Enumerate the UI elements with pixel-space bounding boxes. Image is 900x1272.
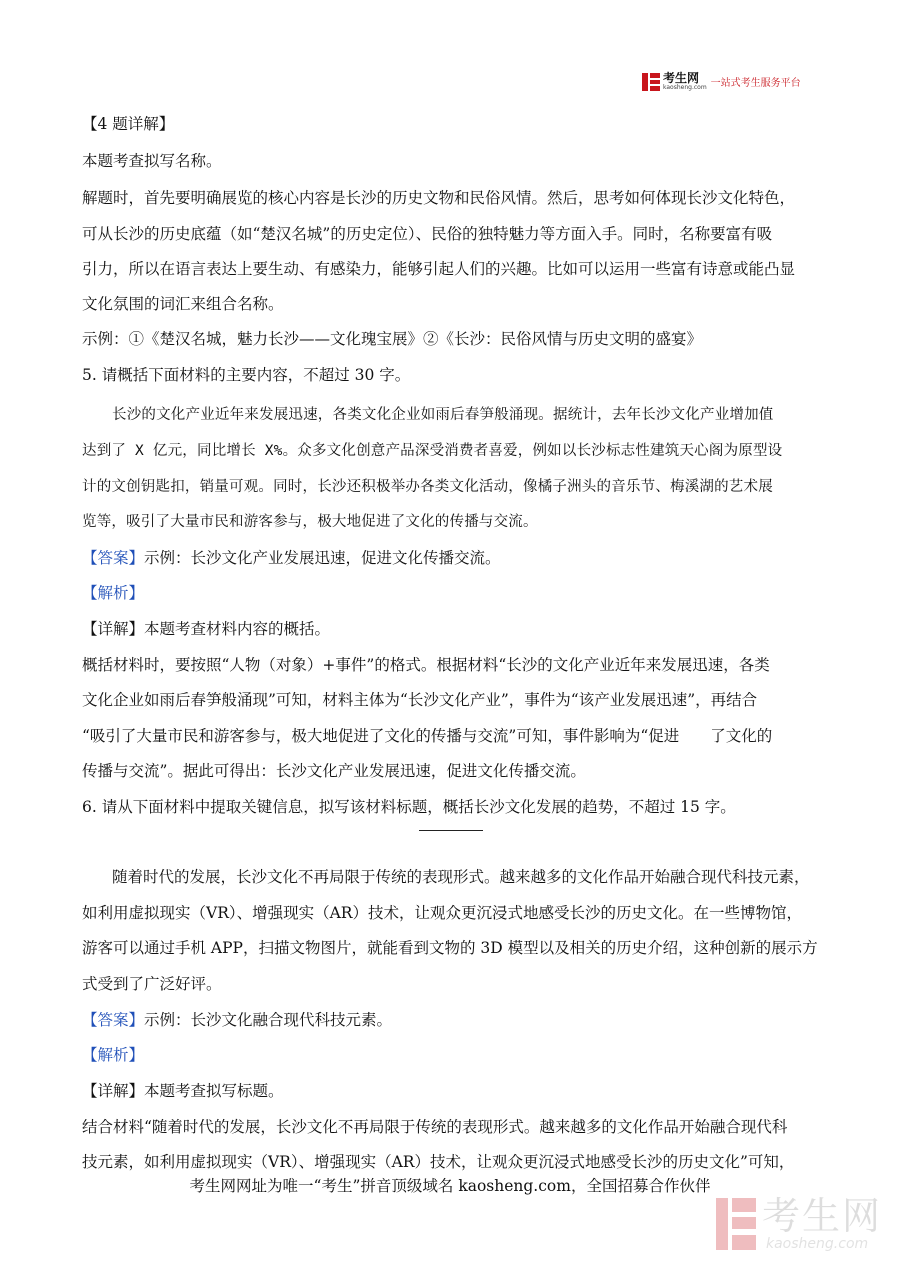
- text-line: 6. 请从下面材料中提取关键信息，拟写该材料标题，概括长沙文化发展的趋势，不超过 15 字。: [82, 798, 736, 816]
- logo-text: [663, 72, 707, 91]
- text-line: 达到了 X 亿元，同比增长 X%。众多文化创意产品深受消费者喜爱，例如以长沙标志性建筑天心阁为原型设: [82, 443, 783, 459]
- text-line: 【详解】本题考查拟写标题。: [82, 1082, 284, 1100]
- answer-line: [82, 1009, 392, 1031]
- text-line: 随着时代的发展，长沙文化不再局限于传统的表现形式。越来越多的文化作品开始融合现代科技元素，: [112, 868, 810, 886]
- text-line: 概括材料时，要按照“人物（对象）+事件”的格式。根据材料“长沙的文化产业近年来发展迅速，各类: [82, 656, 770, 674]
- title-blank-line: [419, 830, 483, 831]
- text-line: 如利用虚拟现实（VR）、增强现实（AR）技术，让观众更沉浸式地感受长沙的历史文化。在一些博物馆，: [82, 904, 802, 922]
- text-line: 长沙的文化产业近年来发展迅速，各类文化企业如雨后春笋般涌现。据统计，去年长沙文化产业增加值: [112, 407, 774, 423]
- answer-text: 示例：长沙文化产业发展迅速，促进文化传播交流。: [144, 549, 501, 567]
- text-line: 结合材料“随着时代的发展，长沙文化不再局限于传统的表现形式。越来越多的文化作品开始融合现代科: [82, 1118, 788, 1136]
- section-label: 【答案】: [82, 1011, 145, 1029]
- watermark-domain: kaosheng.com: [766, 1236, 869, 1252]
- text-line: 文化企业如雨后春笋般涌现”可知，材料主体为“长沙文化产业”，事件为“该产业发展迅速”，再结合: [82, 691, 758, 709]
- text-line: 本题考查拟写名称。: [82, 152, 222, 170]
- text-line: 传播与交流”。据此可得出：长沙文化产业发展迅速，促进文化传播交流。: [82, 762, 586, 780]
- header-logo: [642, 72, 801, 91]
- text-line: 示例：①《楚汉名城，魅力长沙——文化瑰宝展》②《长沙：民俗风情与历史文明的盛宴》: [82, 330, 703, 348]
- section-label: 【解析】: [82, 1046, 145, 1064]
- answer-line: [82, 547, 501, 569]
- text-line: 文化氛围的词汇来组合名称。: [82, 295, 284, 313]
- page-footer: 考生网网址为唯一“考生”拼音顶级域名 kaosheng.com，全国招募合作伙伴: [189, 1177, 711, 1195]
- text-line: 【详解】本题考查材料内容的概括。: [82, 620, 331, 638]
- section-label: 【答案】: [82, 549, 145, 567]
- watermark-logo-icon: [716, 1198, 756, 1250]
- text-line: “吸引了大量市民和游客参与，极大地促进了文化的传播与交流”可知，事件影响为“促进 了文化的: [82, 727, 773, 745]
- answer-text: 示例：长沙文化融合现代科技元素。: [144, 1011, 393, 1029]
- text-line: 览等，吸引了大量市民和游客参与，极大地促进了文化的传播与交流。: [82, 514, 538, 530]
- watermark: [716, 1196, 882, 1252]
- text-line: 可从长沙的历史底蕴（如“楚汉名城”的历史定位）、民俗的独特魅力等方面入手。同时，名称要富有吸: [82, 225, 773, 243]
- text-line: 计的文创钥匙扣，销量可观。同时，长沙还积极举办各类文化活动，像橘子洲头的音乐节、梅溪湖的艺术展: [82, 479, 773, 495]
- logo-domain: kaosheng.com: [663, 84, 707, 91]
- text-line: 游客可以通过手机 APP，扫描文物图片，就能看到文物的 3D 模型以及相关的历史介绍，这种创新的展示方: [82, 939, 818, 957]
- kaosheng-logo-icon: [642, 73, 660, 91]
- answer-line: [82, 1044, 144, 1066]
- answer-line: [82, 582, 144, 604]
- watermark-name: 考生网: [762, 1194, 883, 1238]
- text-line: 5. 请概括下面材料的主要内容，不超过 30 字。: [82, 366, 411, 384]
- text-line: 引力，所以在语言表达上要生动、有感染力，能够引起人们的兴趣。比如可以运用一些富有诗意或能凸显: [82, 260, 796, 278]
- logo-slogan: 一站式考生服务平台: [710, 78, 801, 89]
- text-line: 技元素，如利用虚拟现实（VR）、增强现实（AR）技术，让观众更沉浸式地感受长沙的历史文化”可知，: [82, 1153, 795, 1171]
- section-label: 【解析】: [82, 584, 145, 602]
- text-line: 解题时，首先要明确展览的核心内容是长沙的历史文物和民俗风情。然后，思考如何体现长沙文化特色，: [82, 189, 796, 207]
- logo-name: 考生网: [663, 71, 700, 85]
- text-line: 【4 题详解】: [82, 115, 175, 133]
- text-line: 式受到了广泛好评。: [82, 975, 222, 993]
